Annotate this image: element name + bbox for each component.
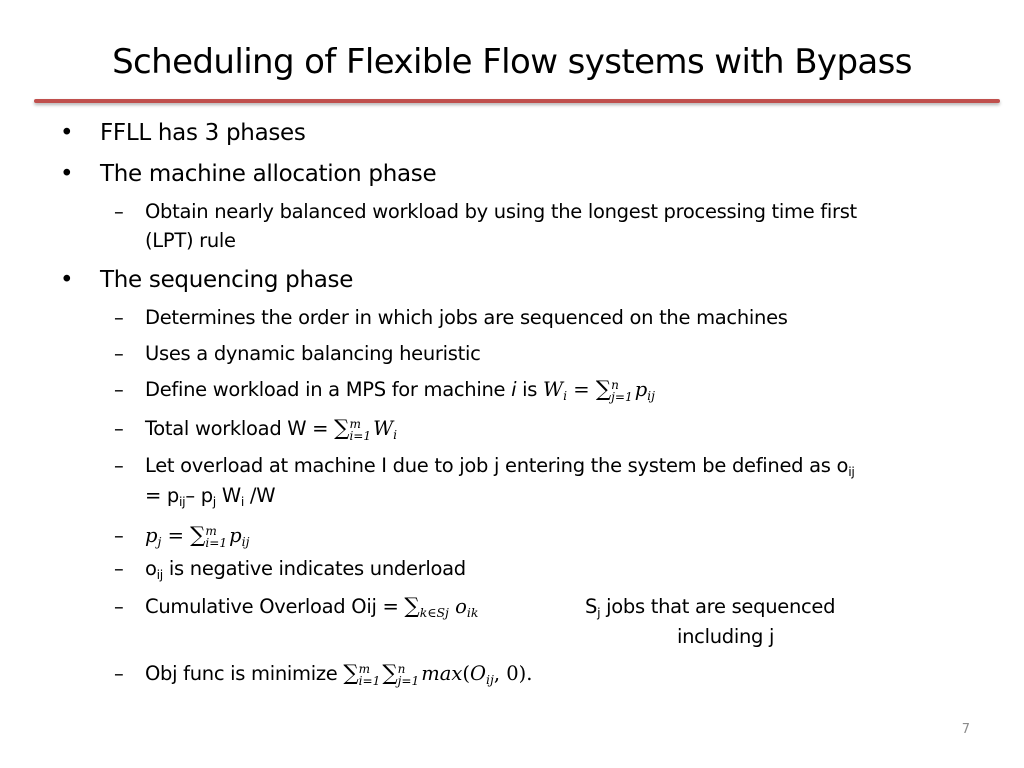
dash-icon: – [114, 200, 124, 223]
overload-p-text: = p [145, 484, 180, 507]
sub-bullet-lpt-line1: Obtain nearly balanced workload by using the longest processing time first [145, 200, 857, 223]
sj-note-text: jobs that are sequenced [600, 595, 836, 618]
page-number: 7 [961, 722, 970, 737]
sub-bullet-determines-order: Determines the order in which jobs are sequenced on the machines [145, 306, 788, 329]
sub-bullet-negative-underload [145, 556, 466, 582]
dash-icon: – [114, 378, 124, 401]
cumulative-formula: $\sum_{k\in Sj}$ $o_{ik}$ [404, 594, 479, 621]
define-workload-text: Define workload in a MPS for machine [145, 378, 512, 401]
title-underline [34, 99, 1000, 103]
subscript-ij: ij [156, 567, 163, 583]
overload-text: Let overload at machine I due to job j entering the system be defined as o [145, 454, 849, 477]
sub-bullet-lpt-line2: (LPT) rule [145, 229, 236, 252]
dash-icon: – [114, 524, 124, 547]
workload-formula: $W_i$ = ∑ n j=1 $p_{ij}$ [543, 377, 656, 404]
sub-bullet-cumulative-overload [145, 594, 478, 620]
total-workload-formula: ∑ m i=1 $W_i$ [334, 416, 398, 443]
subscript-j: j [597, 605, 601, 621]
bullet-sequencing-phase: The sequencing phase [100, 267, 354, 293]
overload-div-w: /W [244, 484, 276, 507]
objective-formula: ∑ m i=1 ∑ n j=1 $\max(O_{ij}$, 0). [343, 661, 533, 688]
overload-w: W [215, 484, 241, 507]
bullet-icon: • [60, 161, 74, 187]
dash-icon: – [114, 557, 124, 580]
dash-icon: – [114, 595, 124, 618]
sub-bullet-pj-formula [145, 523, 249, 549]
is-text: is [516, 378, 544, 401]
sj-s: S [585, 595, 598, 618]
sub-bullet-overload-line2 [145, 483, 275, 509]
bullet-machine-allocation: The machine allocation phase [100, 161, 437, 187]
bullet-icon: • [60, 267, 74, 293]
subscript-ij: ij [179, 494, 186, 510]
pj-formula: $p_j$ = ∑ m i=1 $p_{ij}$ [145, 523, 250, 550]
sj-note-line1 [585, 594, 835, 620]
objective-text: Obj func is minimize [145, 662, 344, 685]
sub-bullet-overload-line1 [145, 453, 855, 479]
dash-icon: – [114, 342, 124, 365]
underload-text: is negative indicates underload [162, 557, 466, 580]
o-text: o [145, 557, 157, 580]
subscript-j: j [212, 494, 216, 510]
bullet-icon: • [60, 120, 74, 146]
dash-icon: – [114, 454, 124, 477]
sub-bullet-define-workload [145, 377, 655, 403]
sub-bullet-objective [145, 661, 532, 687]
sj-note-line2: including j [677, 625, 775, 648]
dash-icon: – [114, 306, 124, 329]
dash-icon: – [114, 662, 124, 685]
overload-minus-p: – p [185, 484, 213, 507]
subscript-ij: ij [848, 464, 855, 480]
slide-title: Scheduling of Flexible Flow systems with Bypass [112, 42, 912, 82]
cumulative-text: Cumulative Overload Oij = [145, 595, 405, 618]
bullet-ffll-phases: FFLL has 3 phases [100, 120, 306, 146]
machine-index: i [511, 378, 517, 401]
total-workload-text: Total workload W = [145, 417, 335, 440]
dash-icon: – [114, 417, 124, 440]
subscript-i: i [240, 494, 245, 510]
sub-bullet-dynamic-heuristic: Uses a dynamic balancing heuristic [145, 342, 481, 365]
sub-bullet-total-workload [145, 416, 397, 442]
